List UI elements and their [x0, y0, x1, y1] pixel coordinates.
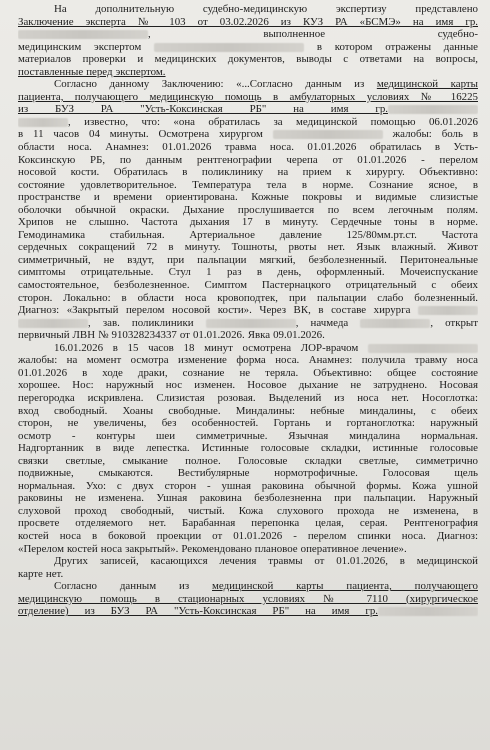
- text-fragment: поставленные перед экспертом.: [18, 65, 166, 78]
- document-line: [18, 593, 478, 606]
- document-line: [18, 254, 478, 267]
- document-line: [18, 166, 478, 179]
- text-fragment: Согласно данному Заключению: «...Согласно данным из: [54, 78, 377, 91]
- text-fragment: , зав. поликлиники: [88, 316, 206, 329]
- text-fragment: пациента, получающего медицинскую помощь в амбулаторных условиях № 16225: [18, 90, 478, 103]
- text-fragment: нормальная. Ухо: с двух сторон - ушная раковина обычной формы. Кожа ушной: [18, 479, 478, 492]
- text-fragment: пространстве и времени ориентирована. Кожные покровы и видимые слизистые: [18, 191, 478, 204]
- document-line: [18, 530, 478, 543]
- text-fragment: сердечных сокращений 72 в минуту. Тошноты, рвоты нет. Язык влажный. Живот: [18, 241, 478, 254]
- text-fragment: Диагноз: «Закрытый перелом носовой кости». Через ВК, в составе хирурга: [18, 304, 418, 317]
- document-line: [18, 342, 478, 355]
- text-fragment: медицинскую помощь в стационарных условиях № 7110 (хирургическое: [18, 592, 478, 605]
- document-line: [18, 543, 478, 556]
- text-fragment: симптомы отрицательные. Стул 1 раз в день, оформленный. Мочеиспускание: [18, 266, 478, 279]
- redacted-text: [18, 118, 68, 127]
- document-line: [18, 41, 478, 54]
- text-fragment: 01.01.2026 в ходе драки, сознание не теряла. Объективно: общее состояние: [18, 366, 478, 379]
- text-fragment: Гемодинамика стабильная. Артериальное давление 125/80мм.рт.ст. Частота: [18, 228, 478, 241]
- document-line: [18, 116, 478, 129]
- document-line: [18, 204, 478, 217]
- text-fragment: На дополнительную судебно-медицинскую экспертизу представлено: [54, 3, 478, 15]
- text-fragment: хорошее. Нос: наружный нос изменен. Носовое дыхание не затруднено. Носовая: [18, 379, 478, 392]
- redacted-text: [418, 306, 478, 315]
- text-fragment: сторон, не увеличены, без особенностей. Гортань и гортаноглотка: наружный: [18, 417, 478, 430]
- document-line: [18, 580, 478, 593]
- text-fragment: оболочки обычной окраски. Дыхание прослушивается по всем легочным полям.: [18, 203, 478, 216]
- document-line: [18, 367, 478, 380]
- text-fragment: «Перелом костей носа закрытый». Рекомендовано плановое оперативное лечение».: [18, 542, 407, 555]
- text-fragment: просвете отделяемого нет. Барабанная перепонка целая, серая. Рентгенография: [18, 517, 478, 530]
- document-line: [18, 103, 478, 116]
- document-line: [18, 229, 478, 242]
- text-fragment: перегородка искривлена. Слизистая розовая. Выделений из носа нет. Носоглотка:: [18, 391, 478, 404]
- document-line: [18, 304, 478, 317]
- document-line: [18, 605, 478, 618]
- text-fragment: подвижные, смыкаются. Вестибулярные нормотрофичные. Голосовая щель: [18, 467, 478, 480]
- document-line: [18, 141, 478, 154]
- document-line: [18, 480, 478, 493]
- text-fragment: отделение) из БУЗ РА "Усть-Коксинская РБ" на имя гр.: [18, 605, 378, 618]
- text-fragment: жалобы: боль в: [382, 128, 478, 141]
- redacted-text: [206, 319, 296, 328]
- text-fragment: костей носа в боковой проекции от 01.01.2026 - перелом спинки носа. Диагноз:: [18, 529, 478, 542]
- document-line: [18, 405, 478, 418]
- document-line: [18, 354, 478, 367]
- document-line: [18, 517, 478, 530]
- text-fragment: Согласно данным из: [54, 580, 212, 593]
- text-fragment: из БУЗ РА "Усть-Коксинская РБ" на имя гр.: [18, 103, 388, 116]
- redacted-text: [18, 319, 88, 328]
- text-fragment: , открыт: [430, 316, 478, 329]
- text-fragment: вход свободный. Хоаны свободные. Миндалины: небные миндалины, с обеих: [18, 404, 478, 417]
- text-fragment: первичный ЛВН № 910328234337 от 01.01.2026. Явка 09.01.2026.: [18, 329, 325, 342]
- text-fragment: , выполненное судебно-: [148, 28, 478, 41]
- document-line: [18, 568, 478, 581]
- document-line: [18, 191, 478, 204]
- document-line: [18, 317, 478, 330]
- document-line: [18, 16, 478, 29]
- text-fragment: Надгортанник в виде лепестка. Истинные голосовые складки, истинные голосовые: [18, 442, 478, 455]
- text-fragment: самостоятельное, безболезненное. Симптом Пастернацкого отрицательный с обеих: [18, 279, 478, 292]
- text-fragment: осмотр - контуры шеи симметричные. Язычная миндалина нормальная.: [18, 429, 478, 442]
- document-line: [18, 329, 478, 342]
- document-line: [18, 392, 478, 405]
- document-line: [18, 78, 478, 91]
- text-fragment: медицинской карты: [376, 78, 478, 91]
- text-fragment: , начмеда: [295, 316, 361, 329]
- text-fragment: медицинским экспертом: [18, 40, 155, 53]
- text-fragment: носовой кости. Обратилась в поликлинику на прием к хирургу. Объективно:: [18, 166, 478, 179]
- text-fragment: в котором отражены данные: [304, 40, 478, 53]
- document-line: [18, 417, 478, 430]
- text-fragment: жалобы: на момент осмотра изменение форма носа. Анамнез: получила травму носа: [18, 354, 478, 367]
- text-fragment: в 11 часов 04 минуты. Осмотрена хирургом: [18, 128, 273, 141]
- text-fragment: области носа. Анамнез: 01.01.2026 травма носа. 01.01.2026 обратилась в Усть-: [18, 141, 478, 154]
- text-fragment: сторон. Локально: в области носа кровоподтек, при пальпации слабо болезненный.: [18, 291, 478, 304]
- text-fragment: состояние удовлетворительное. Температура тела в норме. Сознание ясное, в: [18, 178, 478, 191]
- document-line: [18, 28, 478, 41]
- document-line: [18, 492, 478, 505]
- document-line: [18, 91, 478, 104]
- text-fragment: медицинской карты пациента, получающего: [212, 580, 478, 593]
- document-line: [18, 379, 478, 392]
- document-line: [18, 216, 478, 229]
- text-fragment: 16.01.2026 в 15 часов 18 минут осмотрена ЛОР-врачом: [54, 341, 368, 354]
- text-fragment: Коксинскую РБ, по данным рентгенографии черепа от 01.01.2026 - перелом: [18, 153, 478, 166]
- redacted-text: [378, 607, 478, 616]
- document-line: [18, 154, 478, 167]
- document-line: [18, 292, 478, 305]
- redacted-text: [360, 319, 430, 328]
- text-fragment: Хрипов не слышно. Частота дыхания 17 в минуту. Сердечные тоны в норме.: [18, 216, 478, 229]
- redacted-text: [18, 30, 148, 39]
- redacted-text: [368, 344, 478, 353]
- document-line: [18, 455, 478, 468]
- document-line: [18, 555, 478, 568]
- document-line: [18, 66, 478, 79]
- text-fragment: раковины не изменена. Ушная раковина безболезненна при пальпации. Наружный: [18, 492, 478, 505]
- text-fragment: карте нет.: [18, 567, 64, 580]
- document-line: [18, 128, 478, 141]
- document-line: [18, 430, 478, 443]
- document-line: [18, 3, 478, 16]
- text-fragment: симметричный, не вздут, при пальпации мягкий, безболезненный. Перитонеальные: [18, 253, 478, 266]
- redacted-text: [273, 130, 383, 139]
- document-line: [18, 442, 478, 455]
- text-fragment: слуховой проход свободный, чистый. Кожа слухового прохода не изменена, в: [18, 504, 478, 517]
- redacted-text: [388, 105, 478, 114]
- text-fragment: материалов проверки и медицинских документов, выводы с ответами на вопросы,: [18, 53, 478, 66]
- text-fragment: , известно, что: «она обратилась за медицинской помощью 06.01.2026: [68, 115, 478, 128]
- text-fragment: Других записей, касающихся лечения травмы от 01.01.2026, в медицинской: [54, 555, 478, 568]
- document-line: [18, 279, 478, 292]
- document-line: [18, 53, 478, 66]
- document-body: [18, 3, 478, 618]
- document-line: [18, 505, 478, 518]
- document-line: [18, 266, 478, 279]
- document-line: [18, 179, 478, 192]
- document-line: [18, 241, 478, 254]
- text-fragment: Заключение эксперта № 103 от 03.02.2026 из КУЗ РА «БСМЭ» на имя гр.: [18, 15, 478, 28]
- text-fragment: связки светлые, смыкание полное. Голосовые складки светлые, симметрично: [18, 454, 478, 467]
- document-line: [18, 467, 478, 480]
- redacted-text: [154, 43, 304, 52]
